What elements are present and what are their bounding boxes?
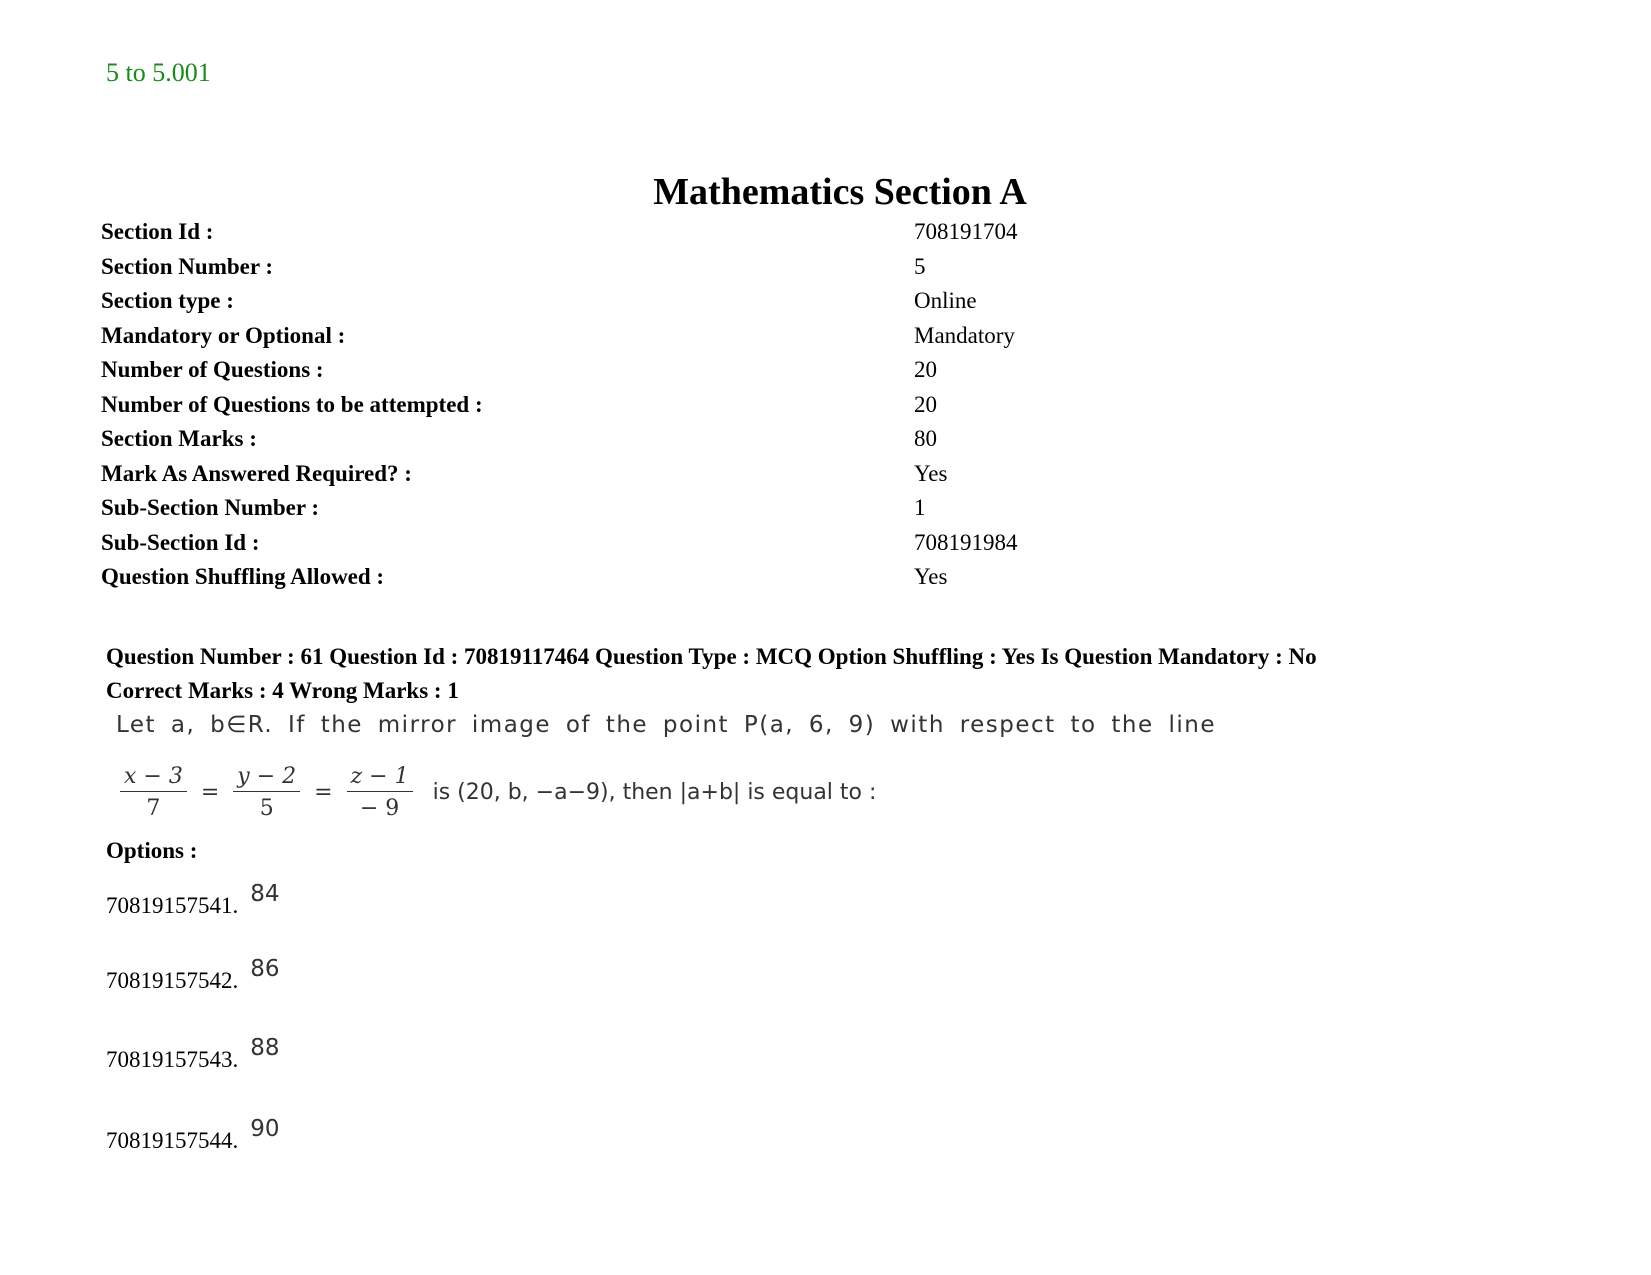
question-meta-line1: Question Number : 61 Question Id : 70819117464 Question Type : MCQ Option Shuffling : Yes Is Question Mandatory : No	[106, 644, 1317, 669]
option-item[interactable]	[106, 1035, 280, 1073]
info-label: Question Shuffling Allowed :	[101, 564, 385, 589]
info-value: Yes	[914, 564, 948, 589]
fraction-numerator: y − 2	[233, 764, 300, 792]
fraction-denominator: 7	[146, 796, 161, 821]
option-value: 84	[250, 881, 280, 907]
fraction-numerator: z − 1	[347, 764, 413, 792]
option-id: 70819157541.	[106, 893, 239, 918]
equals-sign: =	[314, 780, 333, 805]
info-label: Mark As Answered Required? :	[101, 460, 412, 486]
question-equation-line	[116, 764, 876, 821]
info-label: Section Id :	[101, 219, 214, 244]
info-value: 80	[914, 426, 937, 451]
info-value: Yes	[914, 460, 948, 486]
info-value: 708191704	[914, 219, 1018, 244]
option-id: 70819157543.	[106, 1047, 239, 1072]
fraction-x	[120, 764, 187, 821]
question-meta-line2: Correct Marks : 4 Wrong Marks : 1	[106, 678, 459, 703]
option-id: 70819157544.	[106, 1128, 239, 1153]
fraction-denominator: − 9	[359, 796, 400, 821]
previous-answer: 5 to 5.001	[106, 58, 211, 87]
option-value: 86	[250, 956, 280, 982]
option-id: 70819157542.	[106, 968, 239, 993]
info-label: Sub-Section Id :	[101, 529, 260, 555]
question-text-tail: is (20, b, −a−9), then |a+b| is equal to :	[432, 780, 877, 805]
fraction-numerator: x − 3	[120, 764, 187, 792]
info-label: Number of Questions :	[101, 357, 324, 382]
question-header	[106, 640, 1566, 708]
option-value: 90	[250, 1116, 280, 1142]
section-title: Mathematics Section A	[653, 171, 1027, 213]
options-label: Options :	[106, 838, 198, 863]
question-text	[116, 712, 1216, 821]
info-label: Section type :	[101, 288, 234, 313]
info-value: 20	[914, 357, 937, 382]
info-value: 708191984	[914, 529, 1018, 555]
fraction-denominator: 5	[259, 796, 274, 821]
fraction-y	[233, 764, 300, 821]
info-label: Number of Questions to be attempted :	[101, 391, 483, 417]
info-value: 5	[914, 253, 926, 279]
info-label: Section Marks :	[101, 426, 257, 451]
info-value: Online	[914, 288, 977, 313]
info-label: Mandatory or Optional :	[101, 322, 346, 348]
option-item[interactable]	[106, 881, 280, 919]
info-label: Sub-Section Number :	[101, 495, 320, 520]
option-value: 88	[250, 1035, 280, 1061]
option-item[interactable]	[106, 1116, 280, 1154]
equals-sign: =	[200, 780, 220, 805]
question-text-line1: Let a, b∈R. If the mirror image of the point P(a, 6, 9) with respect to the line	[116, 712, 1216, 738]
info-value: 20	[914, 391, 937, 417]
fraction-z	[347, 764, 413, 821]
info-label: Section Number :	[101, 253, 274, 279]
info-value: 1	[914, 495, 926, 520]
option-item[interactable]	[106, 956, 280, 994]
info-value: Mandatory	[914, 322, 1015, 348]
